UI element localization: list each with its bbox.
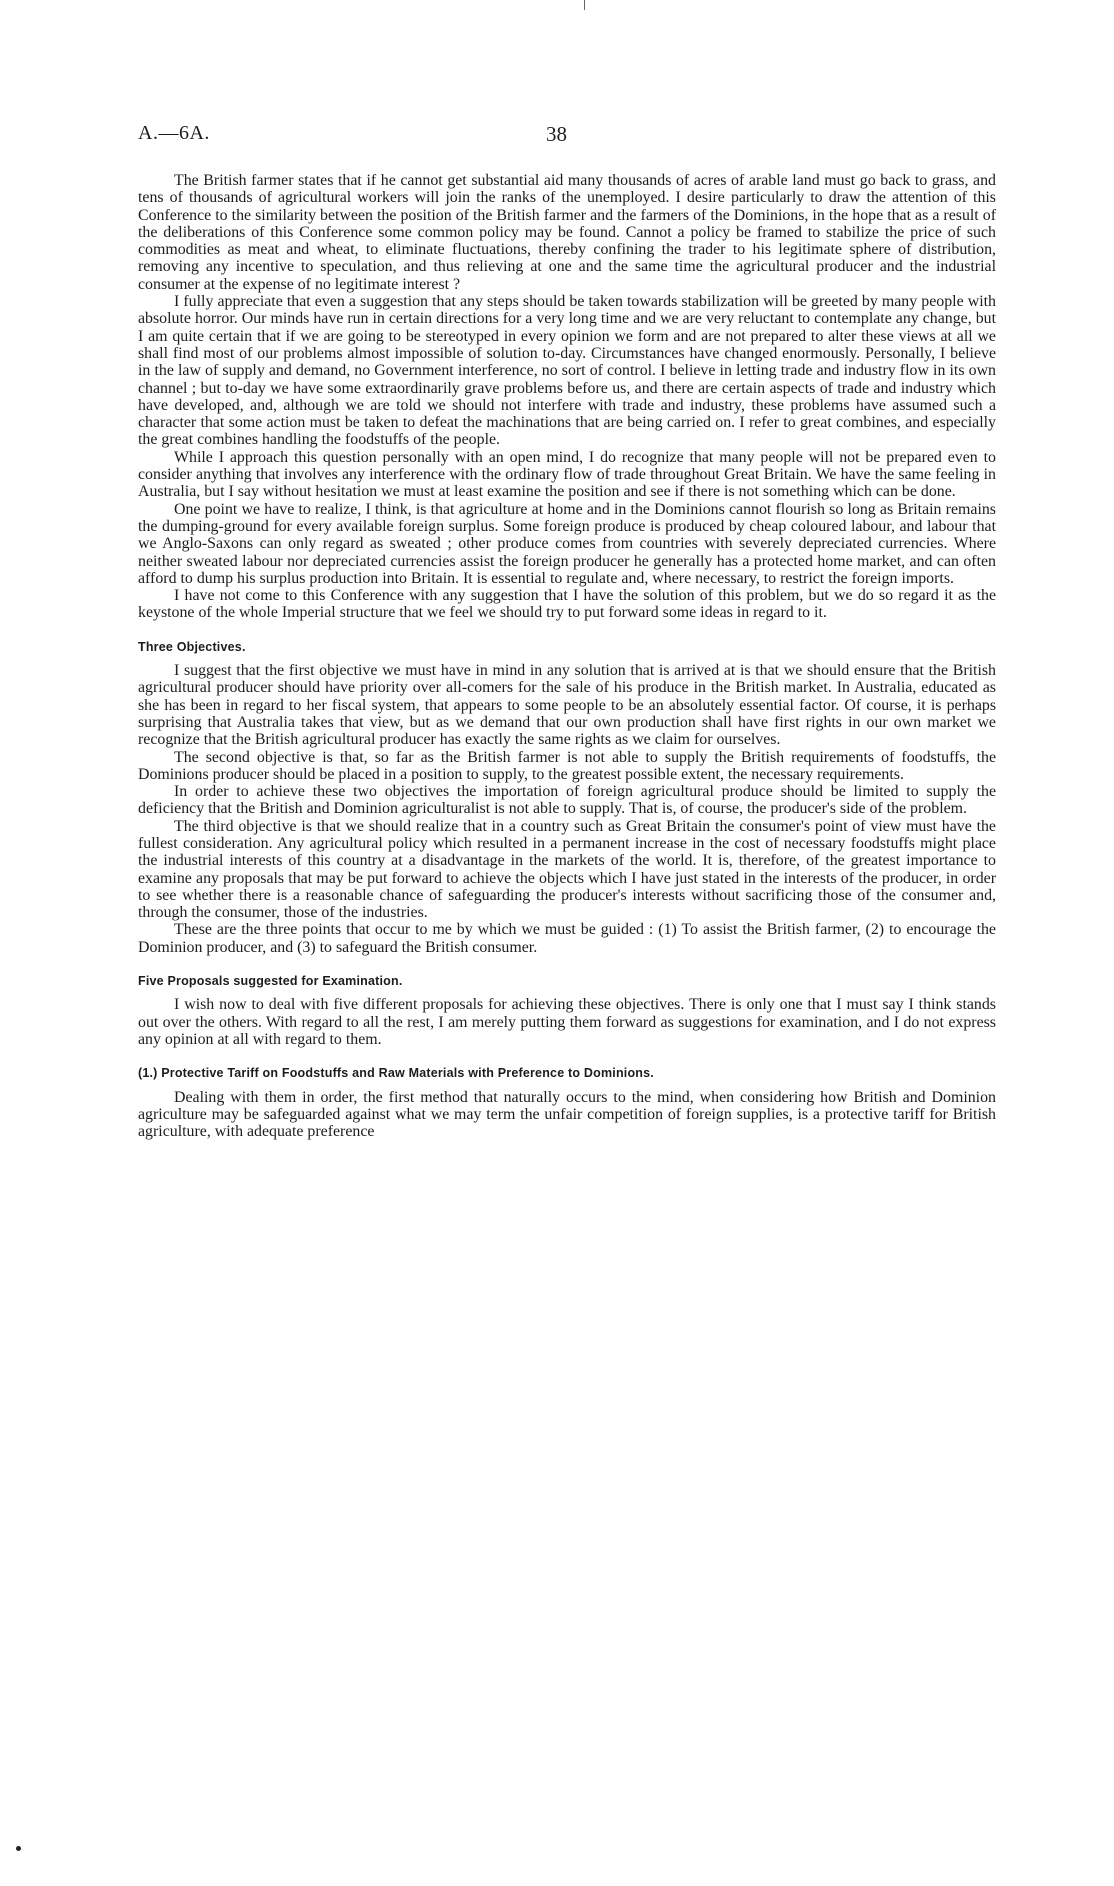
paragraph: I suggest that the first objective we must have in mind in any solution that is arrived at is that we should ensure that the British agricultural producer should have priority over all-comers for the sale of his produce in the British market. In Australia, educated as she has been in regard to her fiscal system, that appears to some people to be an absolutely essential factor. Of course, it is perhaps surprising that Australia takes that view, but as we demand that our own production shall have first rights in our own market we recognize that the British agricultural producer has exactly the same rights as we claim for ourselves. (138, 662, 996, 749)
page-body (138, 172, 996, 1140)
paragraph: I have not come to this Conference with any suggestion that I have the solution of this problem, but we do so regard it as the keystone of the whole Imperial structure that we feel we should try to put forward some ideas in regard to it. (138, 587, 996, 622)
section-heading-five-proposals: Five Proposals suggested for Examination. (138, 974, 403, 989)
page-number: 38 (546, 122, 567, 146)
document-reference: A.—6A. (138, 122, 210, 144)
scan-mark (584, 0, 585, 10)
paragraph: I wish now to deal with five different proposals for achieving these objectives. There is only one that I must say I think stands out over the others. With regard to all the rest, I am merely putting them forward as suggestions for examination, and I do not express any opinion at all with regard to them. (138, 996, 996, 1048)
section-heading-protective-tariff: (1.) Protective Tariff on Foodstuffs and Raw Materials with Preference to Dominions. (138, 1066, 654, 1081)
paragraph: I fully appreciate that even a suggestion that any steps should be taken towards stabilization will be greeted by many people with absolute horror. Our minds have run in certain directions for a very long time and we are very reluctant to contemplate any change, but I am quite certain that if we are going to be stereotyped in every opinion we form and are not prepared to alter these views at all we shall find most of our problems almost impossible of solution to-day. Circumstances have changed enormously. Personally, I believe in the law of supply and demand, no Government interference, no sort of control. I believe in letting trade and industry flow in its own channel ; but to-day we have some extraordinarily grave problems before us, and there are certain aspects of trade and industry which have developed, and, although we are told we should not interfere with trade and industry, these problems have assumed such a character that some action must be taken to defeat the machinations that are being carried on. I refer to great combines, and especially the great combines handling the foodstuffs of the people. (138, 293, 996, 449)
paragraph: The British farmer states that if he cannot get substantial aid many thousands of acres of arable land must go back to grass, and tens of thousands of agricultural workers will join the ranks of the unemployed. I desire particularly to draw the attention of this Conference to the similarity between the position of the British farmer and the farmers of the Dominions, in the hope that as a result of the deliberations of this Conference some common policy may be found. Cannot a policy be framed to stabilize the price of such commodities as meat and wheat, to eliminate fluctuations, thereby confining the trader to his legitimate sphere of distribution, removing any incentive to speculation, and thus relieving at one and the same time the agricultural producer and the industrial consumer at the expense of no legitimate interest ? (138, 172, 996, 293)
paragraph: The third objective is that we should realize that in a country such as Great Britain the consumer's point of view must have the fullest consideration. Any agricultural policy which resulted in a permanent increase in the cost of necessary foodstuffs might place the industrial interests of this country at a disadvantage in the markets of the world. It is, therefore, of the greatest importance to examine any proposals that may be put forward to achieve the objects which I have just stated in the interests of the producer, in order to see whether there is a reasonable chance of safeguarding the producer's interests without sacrificing those of the consumer and, through the consumer, those of the industries. (138, 817, 996, 922)
paragraph: These are the three points that occur to me by which we must be guided : (1) To assist the British farmer, (2) to encourage the Dominion producer, and (3) to safeguard the British consumer. (138, 921, 996, 956)
paragraph: While I approach this question personally with an open mind, I do recognize that many people will not be prepared even to consider anything that involves any interference with the ordinary flow of trade throughout Great Britain. We have the same feeling in Australia, but I say without hesitation we must at least examine the position and see if there is not something which can be done. (138, 448, 996, 501)
paragraph: One point we have to realize, I think, is that agriculture at home and in the Dominions cannot flourish so long as Britain remains the dumping-ground for every available foreign surplus. Some foreign produce is produced by cheap coloured labour, and labour that we Anglo-Saxons can only regard as sweated ; other produce comes from countries with severely depreciated currencies. Where neither sweated labour nor depreciated currencies assist the foreign producer he generally has a protected home market, and can often afford to dump his surplus production into Britain. It is essential to regulate and, where necessary, to restrict the foreign imports. (138, 500, 996, 587)
paragraph: The second objective is that, so far as the British farmer is not able to supply the British requirements of foodstuffs, the Dominions producer should be placed in a position to supply, to the greatest possible extent, the necessary requirements. (138, 748, 996, 783)
section-heading-three-objectives: Three Objectives. (138, 639, 246, 654)
paragraph: Dealing with them in order, the first method that naturally occurs to the mind, when considering how British and Dominion agriculture may be safeguarded against what we may term the unfair competition of foreign supplies, is a protective tariff for British agriculture, with adequate preference (138, 1088, 996, 1141)
paragraph: In order to achieve these two objectives the importation of foreign agricultural produce should be limited to supply the deficiency that the British and Dominion agriculturalist is not able to supply. That is, of course, the producer's side of the problem. (138, 783, 996, 818)
page-header (138, 122, 998, 152)
scan-dot (16, 1846, 21, 1851)
